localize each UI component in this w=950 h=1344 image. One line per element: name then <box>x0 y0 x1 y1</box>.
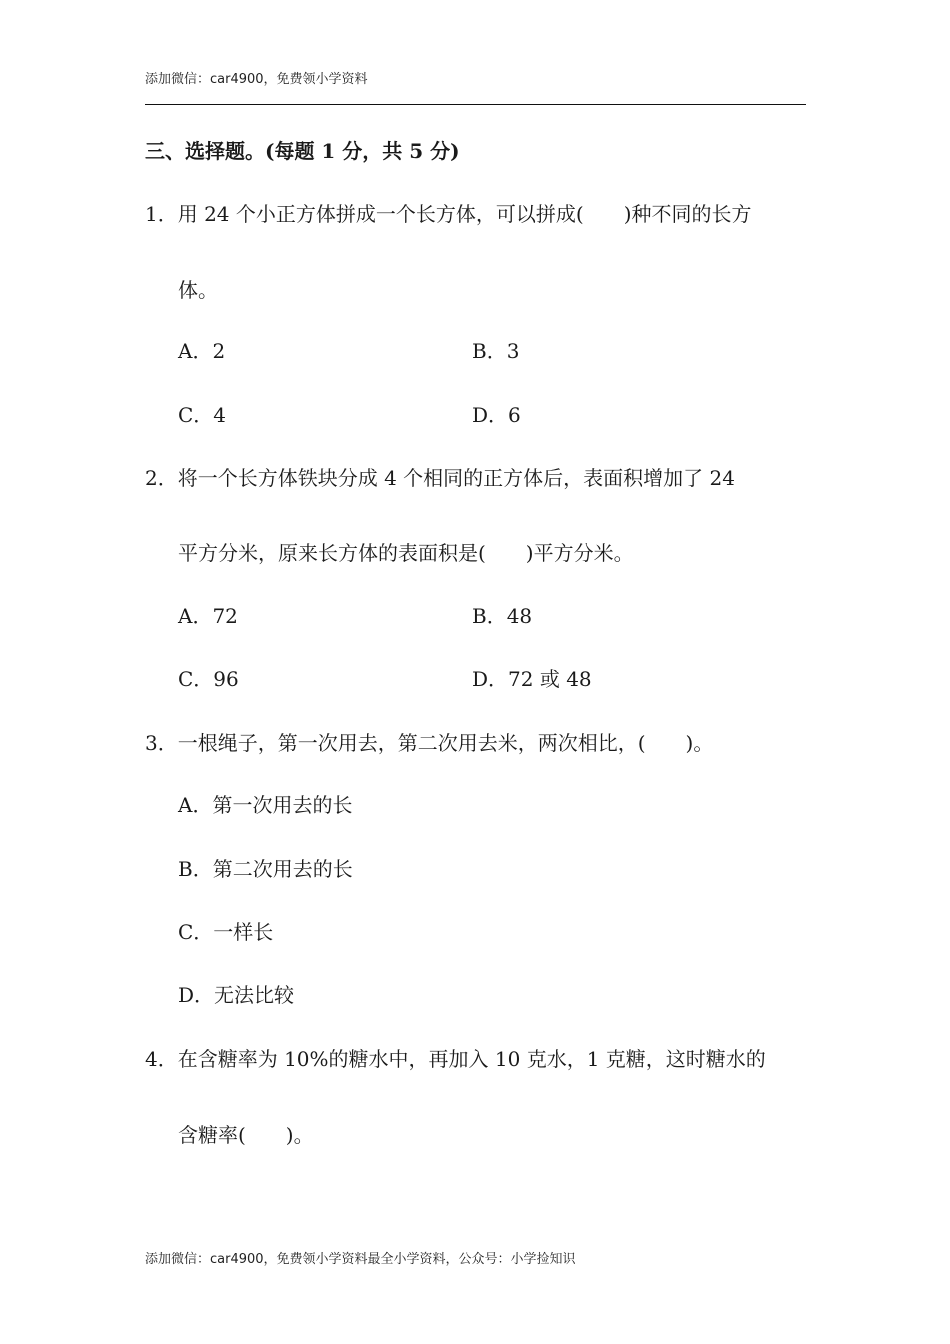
question-1-line-1: 1．用 24 个小正方体拼成一个长方体，可以拼成( )种不同的长方 <box>145 202 752 226</box>
question-3-line-1: 3．一根绳子，第一次用去，第二次用去米，两次相比，( )。 <box>145 731 714 755</box>
question-1-line-2: 体。 <box>178 278 218 302</box>
question-1-option-c: C．4 <box>178 403 227 427</box>
question-2-line-1: 2．将一个长方体铁块分成 4 个相同的正方体后，表面积增加了 24 <box>145 466 735 490</box>
question-2-option-d: D．72 或 48 <box>472 667 592 691</box>
question-1-option-a: A．2 <box>178 339 226 363</box>
question-1-option-b: B．3 <box>472 339 520 363</box>
page-footer: 添加微信：car4900，免费领小学资料最全小学资料，公众号：小学捡知识 <box>145 1252 576 1267</box>
section-title: 三、选择题。(每题 1 分，共 5 分) <box>145 139 460 163</box>
question-3-option-b: B．第二次用去的长 <box>178 857 353 881</box>
question-3-option-a: A．第一次用去的长 <box>178 793 353 817</box>
question-4-line-1: 4．在含糖率为 10%的糖水中，再加入 10 克水，1 克糖，这时糖水的 <box>145 1047 766 1071</box>
question-3-option-d: D．无法比较 <box>178 983 295 1007</box>
page-header: 添加微信：car4900，免费领小学资料 <box>145 72 368 87</box>
question-3-option-c: C．一样长 <box>178 920 274 944</box>
question-2-option-c: C．96 <box>178 667 239 691</box>
question-2-option-b: B．48 <box>472 604 533 628</box>
question-2-line-2: 平方分米，原来长方体的表面积是( )平方分米。 <box>178 541 634 565</box>
question-2-option-a: A．72 <box>178 604 238 628</box>
header-rule <box>145 104 806 105</box>
question-1-option-d: D．6 <box>472 403 521 427</box>
question-4-line-2: 含糖率( )。 <box>178 1123 314 1147</box>
